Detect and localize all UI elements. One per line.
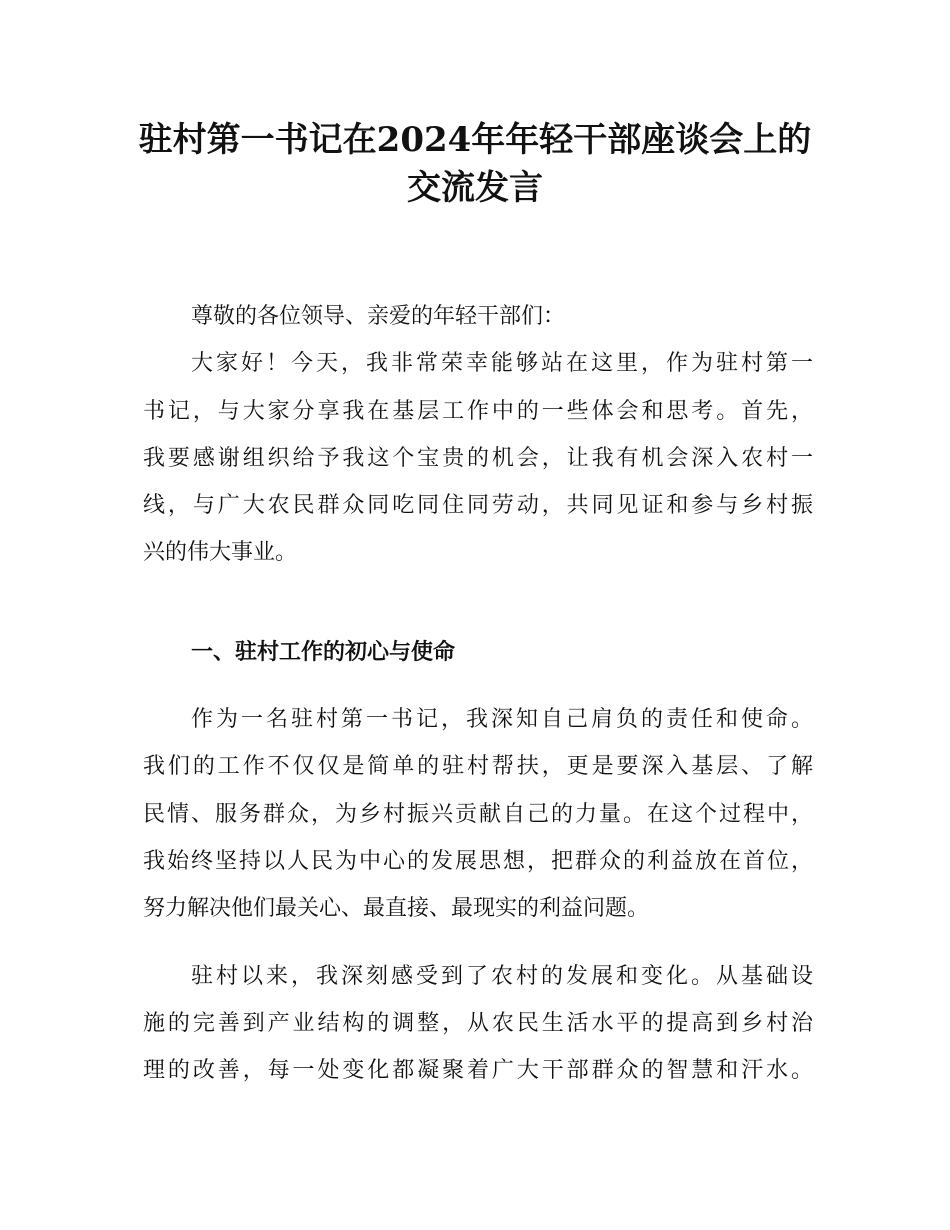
title-line-2: 交流发言 (407, 168, 543, 208)
text-line: 民情、服务群众，为乡村振兴贡献自己的力量。在这个过程中， (143, 801, 813, 827)
text-line: 兴的伟大事业。 (143, 540, 298, 566)
text-line: 驻村以来，我深刻感受到了农村的发展和变化。从基础设 (191, 963, 813, 989)
document-title (0, 116, 950, 212)
text-line: 理的改善，每一处变化都凝聚着广大干部群众的智慧和汗水。 (143, 1058, 813, 1084)
section-heading (143, 629, 813, 676)
paragraph-greeting (143, 340, 813, 576)
text-line: 我们的工作不仅仅是简单的驻村帮扶，更是要深入基层、了解 (143, 754, 813, 780)
text-line: 大家好！今天，我非常荣幸能够站在这里，作为驻村第一 (191, 351, 813, 377)
text-line: 书记，与大家分享我在基层工作中的一些体会和思考。首先， (143, 398, 813, 424)
text-line: 我始终坚持以人民为中心的发展思想，把群众的利益放在首位， (143, 848, 813, 874)
title-line-1: 驻村第一书记在2024年年轻干部座谈会上的 (138, 120, 812, 160)
heading-text: 一、驻村工作的初心与使命 (191, 638, 456, 665)
document-body (143, 293, 813, 1094)
text-line: 线，与广大农民群众同吃同住同劳动，共同见证和参与乡村振 (143, 493, 813, 519)
text-line: 尊敬的各位领导、亲爱的年轻干部们： (191, 304, 566, 329)
text-line: 作为一名驻村第一书记，我深知自己肩负的责任和使命。 (191, 707, 813, 733)
text-line: 施的完善到产业结构的调整，从农民生活水平的提高到乡村治 (143, 1010, 813, 1036)
paragraph-changes (143, 953, 813, 1095)
text-line: 努力解决他们最关心、最直接、最现实的利益问题。 (143, 896, 650, 922)
paragraph-mission (143, 696, 813, 932)
salutation (143, 293, 813, 340)
text-line: 我要感谢组织给予我这个宝贵的机会，让我有机会深入农村一 (143, 445, 813, 471)
